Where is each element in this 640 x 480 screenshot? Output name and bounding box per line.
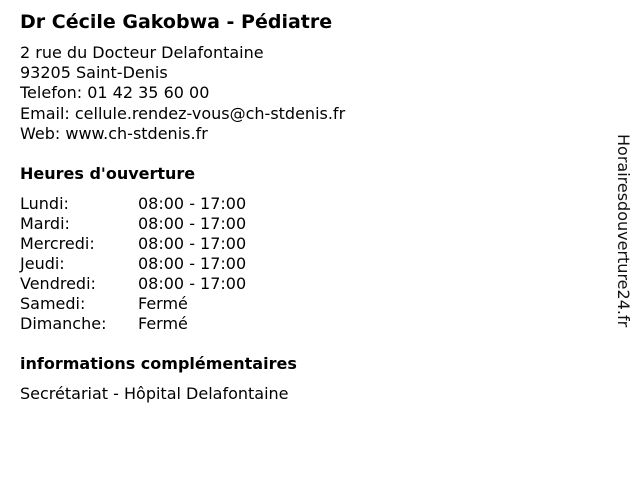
time-value: 08:00 - 17:00 xyxy=(138,234,247,253)
hours-row-samedi xyxy=(20,294,246,314)
day-label: Samedi: xyxy=(20,294,86,313)
hours-row-vendredi xyxy=(20,274,246,294)
time-value: Fermé xyxy=(138,314,188,333)
hours-row-lundi xyxy=(20,194,246,214)
hours-row-mercredi xyxy=(20,234,246,254)
site-watermark: Horairesdouverture24.fr xyxy=(614,134,633,328)
info-text: Secrétariat - Hôpital Delafontaine xyxy=(20,384,289,403)
address-city: 93205 Saint-Denis xyxy=(20,63,168,83)
time-value: 08:00 - 17:00 xyxy=(138,254,247,273)
hours-row-jeudi xyxy=(20,254,246,274)
hours-table xyxy=(20,194,246,334)
info-heading: informations complémentaires xyxy=(20,354,297,373)
web-line: Web: www.ch-stdenis.fr xyxy=(20,123,208,143)
time-value: Fermé xyxy=(138,294,188,313)
day-label: Vendredi: xyxy=(20,274,96,293)
day-label: Mardi: xyxy=(20,214,70,233)
time-value: 08:00 - 17:00 xyxy=(138,214,247,233)
day-label: Mercredi: xyxy=(20,234,95,253)
day-label: Dimanche: xyxy=(20,314,107,333)
phone-line: Telefon: 01 42 35 60 00 xyxy=(20,83,210,103)
contact-block xyxy=(20,43,345,144)
time-value: 08:00 - 17:00 xyxy=(138,274,247,293)
day-label: Jeudi: xyxy=(20,254,65,273)
hours-row-dimanche xyxy=(20,314,246,334)
hours-heading: Heures d'ouverture xyxy=(20,164,196,183)
page-title: Dr Cécile Gakobwa - Pédiatre xyxy=(20,11,333,33)
email-line: Email: cellule.rendez-vous@ch-stdenis.fr xyxy=(20,103,346,123)
time-value: 08:00 - 17:00 xyxy=(138,194,247,213)
day-label: Lundi: xyxy=(20,194,69,213)
address-street: 2 rue du Docteur Delafontaine xyxy=(20,43,264,62)
hours-row-mardi xyxy=(20,214,246,234)
